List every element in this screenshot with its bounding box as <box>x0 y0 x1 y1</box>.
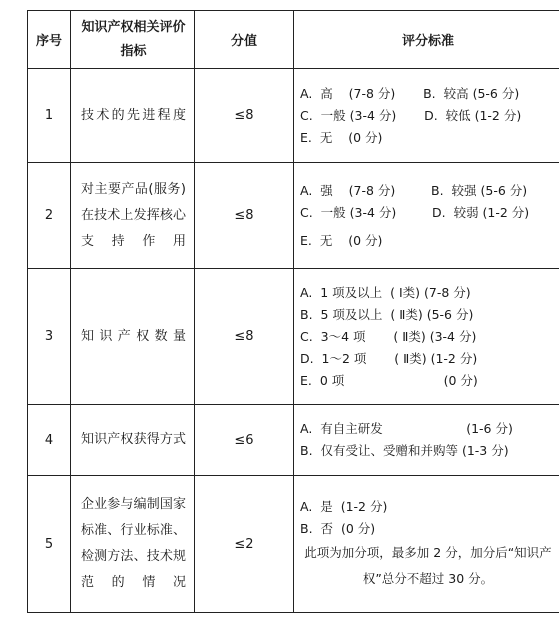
row-criteria <box>294 476 559 613</box>
criteria-line: C. 3～4 项 ( Ⅱ类) (3-4 分) <box>300 328 477 344</box>
row-score: ≤8 <box>195 69 294 163</box>
criteria-line: D. 1～2 项 ( Ⅱ类) (1-2 分) <box>300 350 478 366</box>
criteria-line: E. 0 项 (0 分) <box>300 372 478 388</box>
criteria-line: B. 否 (0 分) <box>300 521 376 536</box>
row-indicator: 知识产权数量 <box>71 269 195 405</box>
row-score: ≤2 <box>195 476 294 613</box>
criteria-line: E. 无 (0 分) <box>300 129 383 145</box>
row-indicator: 技术的先进程度 <box>71 69 195 163</box>
row-no: 2 <box>28 163 71 269</box>
criteria-line: B. 仅有受让、受赠和并购等 (1-3 分) <box>300 443 509 458</box>
row-no: 4 <box>28 405 71 476</box>
scoring-table <box>27 10 559 613</box>
row-no: 1 <box>28 69 71 163</box>
header-score: 分值 <box>195 11 294 69</box>
criteria-line: C. 一般 (3-4 分) D. 较低 (1-2 分) <box>300 107 522 123</box>
criteria-line: A. 1 项及以上 ( Ⅰ类) (7-8 分) <box>300 284 471 300</box>
row-criteria <box>294 163 559 269</box>
row-score: ≤8 <box>195 163 294 269</box>
header-no: 序号 <box>28 11 71 69</box>
criteria-line: C. 一般 (3-4 分) D. 较弱 (1-2 分) <box>300 204 530 220</box>
criteria-line: B. 5 项及以上 ( Ⅱ类) (5-6 分) <box>300 306 474 322</box>
row-indicator: 对主要产品(服务)在技术上发挥核心支持作用 <box>71 163 195 269</box>
criteria-line: A. 有自主研发 (1-6 分) <box>300 421 513 436</box>
table-row <box>28 405 559 476</box>
criteria-line: A. 高 (7-8 分) B. 较高 (5-6 分) <box>300 85 520 101</box>
header-indicator: 知识产权相关评价指标 <box>71 11 195 69</box>
row-score: ≤6 <box>195 405 294 476</box>
bonus-note: 此项为加分项，最多加 2 分，加分后“知识产权”总分不超过 30 分。 <box>304 545 552 586</box>
row-score: ≤8 <box>195 269 294 405</box>
criteria-line: A. 是 (1-2 分) <box>300 499 388 514</box>
row-no: 5 <box>28 476 71 613</box>
header-criteria: 评分标准 <box>294 11 559 69</box>
row-indicator: 知识产权获得方式 <box>71 405 195 476</box>
row-criteria <box>294 69 559 163</box>
row-criteria <box>294 405 559 476</box>
criteria-line: E. 无 (0 分) <box>300 232 383 248</box>
table-row <box>28 476 559 613</box>
table-row <box>28 269 559 405</box>
table-row <box>28 163 559 269</box>
row-no: 3 <box>28 269 71 405</box>
row-indicator: 企业参与编制国家标准、行业标准、检测方法、技术规范的情况 <box>71 476 195 613</box>
criteria-line: A. 强 (7-8 分) B. 较强 (5-6 分) <box>300 182 528 198</box>
header-row <box>28 11 559 69</box>
row-criteria <box>294 269 559 405</box>
table-row <box>28 69 559 163</box>
